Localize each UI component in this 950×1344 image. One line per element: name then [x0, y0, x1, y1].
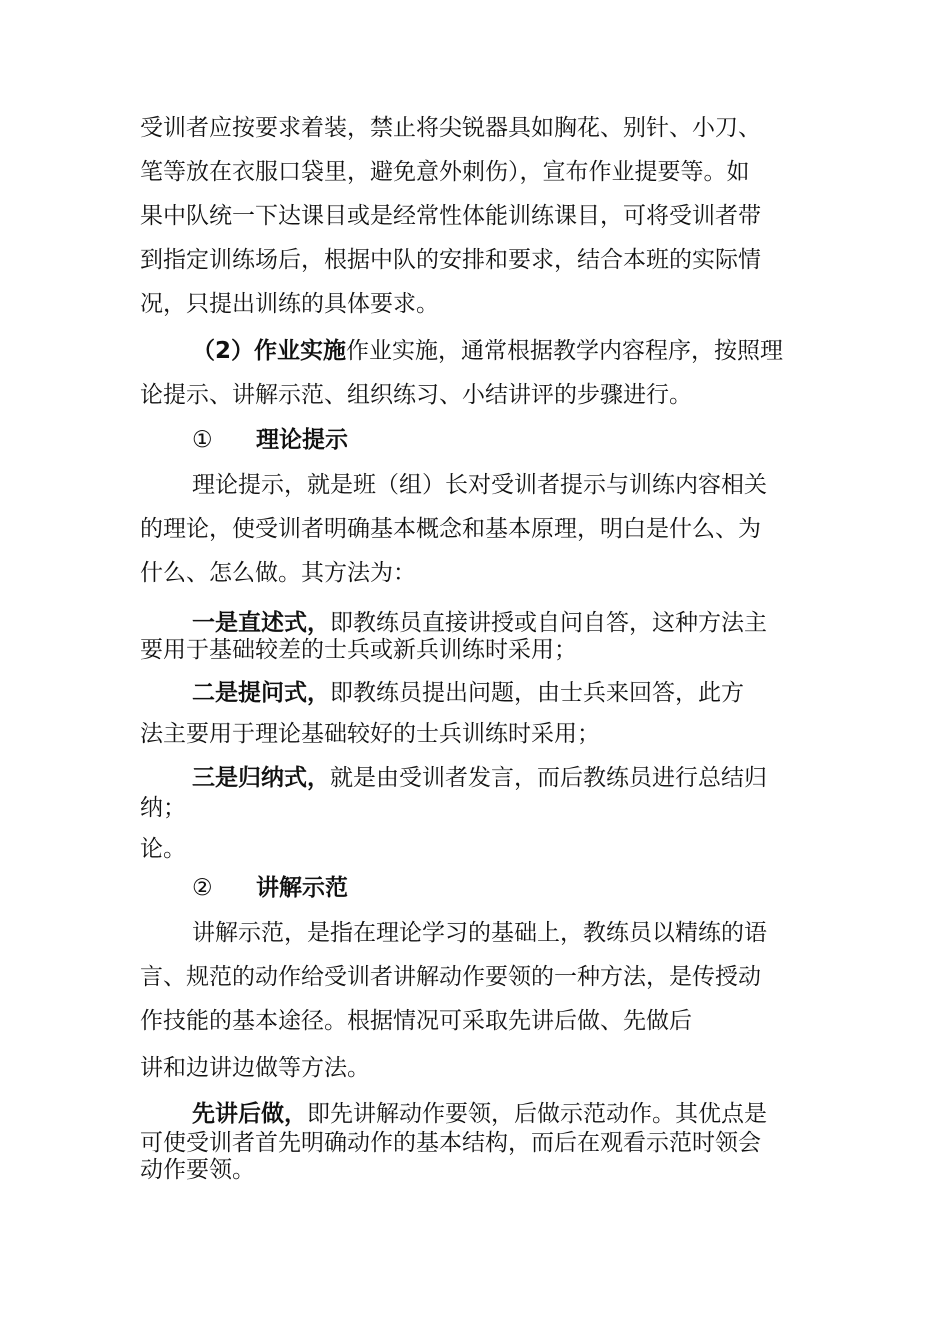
section-1-number: ① — [192, 427, 213, 453]
section-2-line-1: 讲解示范，是指在理论学习的基础上，教练员以精练的语 — [192, 920, 767, 946]
section-1-line-3: 什么、怎么做。其方法为： — [140, 560, 416, 586]
section-2-title: 讲解示范 — [256, 875, 348, 901]
method-2-label: 二是提问式， — [192, 680, 330, 706]
explain-first-line-1 — [192, 1099, 767, 1129]
method-3-label: 三是归纳式， — [192, 765, 330, 791]
explain-first-label: 先讲后做， — [192, 1101, 307, 1127]
section-2-line-2: 言、规范的动作给受训者讲解动作要领的一种方法，是传授动 — [140, 964, 761, 990]
explain-first-line-2: 可使受训者首先明确动作的基本结构，而后在观看示范时领会 — [140, 1130, 761, 1156]
explain-first-line-3: 动作要领。 — [140, 1157, 255, 1183]
method-1-line-2: 要用于基础较差的士兵或新兵训练时采用； — [140, 637, 577, 663]
implementation-heading: （2）作业实施 — [192, 338, 347, 364]
implementation-text: 作业实施，通常根据教学内容程序，按照理 — [346, 338, 784, 364]
intro-line-5: 况，只提出训练的具体要求。 — [140, 291, 439, 317]
section-2-line-4: 讲和边讲边做等方法。 — [140, 1055, 370, 1081]
section-2-line-3: 作技能的基本途径。根据情况可采取先讲后做、先做后 — [140, 1008, 692, 1034]
intro-line-4: 到指定训练场后，根据中队的安排和要求，结合本班的实际情 — [140, 247, 761, 273]
intro-line-2: 笔等放在衣服口袋里，避免意外刺伤），宣布作业提要等。如 — [140, 159, 750, 185]
explain-first-text: 即先讲解动作要领，后做示范动作。其优点是 — [307, 1101, 767, 1127]
method-2-line-2: 法主要用于理论基础较好的士兵训练时采用； — [140, 721, 600, 747]
section-1-title: 理论提示 — [256, 427, 348, 453]
method-2-text: 即教练员提出问题，由士兵来回答，此方 — [330, 680, 744, 706]
method-2-line-1 — [192, 678, 744, 708]
method-1-text: 即教练员直接讲授或自问自答，这种方法主 — [330, 610, 767, 636]
section-1-line-2: 的理论，使受训者明确基本概念和基本原理，明白是什么、为 — [140, 516, 761, 542]
method-1-line-1 — [192, 608, 767, 638]
method-3-line-1 — [192, 763, 767, 793]
section-2-number: ② — [192, 875, 213, 901]
method-3-line-2: 纳； — [140, 795, 186, 821]
intro-line-3: 果中队统一下达课目或是经常性体能训练课目，可将受训者带 — [140, 203, 761, 229]
intro-line-1: 受训者应按要求着装，禁止将尖锐器具如胸花、别针、小刀、 — [140, 115, 761, 141]
section-1-line-1: 理论提示，就是班（组）长对受训者提示与训练内容相关 — [192, 472, 767, 498]
method-3-line-3: 论。 — [140, 836, 186, 862]
implementation-line-1 — [192, 336, 783, 366]
method-1-label: 一是直述式， — [192, 610, 330, 636]
method-3-text: 就是由受训者发言，而后教练员进行总结归 — [330, 765, 767, 791]
implementation-line-2: 论提示、讲解示范、组织练习、小结讲评的步骤进行。 — [140, 382, 692, 408]
